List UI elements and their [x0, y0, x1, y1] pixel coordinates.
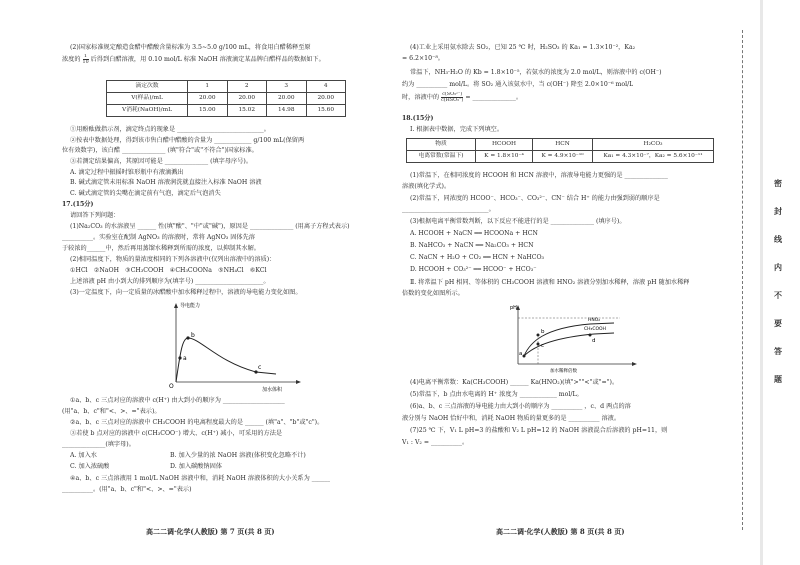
text: V₁ : V₂ =	[402, 439, 430, 446]
text: 中，然后再用蒸馏水稀释到所需的浓度，以抑制其水解。	[105, 245, 260, 252]
q18-option-a: A. HCOOH + NaCN ══ HCOONa + HCN	[410, 230, 538, 237]
label-c: c	[541, 343, 545, 349]
y-axis-arrow	[174, 303, 178, 308]
point-b	[186, 336, 189, 339]
q17-3: (3)一定温度下，向一定质量的冰醋酸中加水稀释过程中，溶液的导电能力变化如图。	[70, 289, 302, 296]
text: mol/L。	[558, 391, 583, 398]
label-a: a	[183, 355, 187, 362]
table-cell: Ka₁ = 4.3×10⁻⁷，Ka₂ = 5.6×10⁻¹¹	[593, 151, 714, 163]
series-label-ch3cooh: CH₃COOH	[584, 327, 606, 332]
series-label-hno2: HNO₂	[588, 318, 601, 323]
y-axis-label: pH	[510, 305, 517, 311]
label-c: c	[258, 364, 262, 371]
ionization-table	[406, 138, 714, 163]
seal-char: 密	[774, 178, 782, 188]
seal-dashed-line	[742, 30, 743, 530]
text: 上述溶液 pH 由小到大的排列顺序为(填字号)	[70, 278, 194, 285]
table-cell: HCN	[533, 139, 593, 151]
q16-2-line2a: 浓度的	[62, 56, 81, 63]
table-row	[107, 93, 346, 105]
table-header-row	[107, 81, 346, 93]
table-cell: 20.00	[267, 93, 307, 105]
table-row	[407, 151, 714, 163]
q18-2: (2)常温下，同浓度的 HCOO⁻、HCO₃⁻、CO₃²⁻、CN⁻ 结合 H⁺ 的能力由强到弱的顺序是	[410, 195, 660, 202]
text: 。(用"a、b、c"和"<、>、="表示)	[92, 486, 192, 493]
label-b: b	[191, 332, 195, 339]
label-d: d	[592, 338, 596, 344]
left-page-footer: 高二二调·化学(人教版) 第 7 页(共 8 页)	[146, 527, 275, 536]
table-cell: 20.00	[227, 93, 267, 105]
q17-option-c: C. 加入浓硫酸	[70, 463, 110, 470]
text: (用离子方程式表示)	[295, 223, 350, 230]
text: 性(填"酸"、"中"或"碱")，原因是	[158, 223, 249, 230]
table-cell: 1	[188, 81, 228, 93]
x-axis-label: 加水体积	[262, 387, 283, 393]
text: Ka(HNO₂)(填">""<"或"=")。	[530, 379, 619, 386]
text: 液分别与 NaOH 恰好中和，消耗 NaOH 物质的量更多的是	[402, 415, 567, 422]
q17-1-cont2: 于较浓的______中，然后再用蒸馏水稀释到所需的浓度，以抑制其水解。	[62, 245, 260, 252]
x-axis-arrow	[296, 380, 301, 384]
q17-3-a: ①a、b、c 三点对应的溶液中 c(H⁺) 由大到小的顺序为 ____________________	[70, 397, 285, 404]
q18-part-ii-1: Ⅱ. 将常温下 pH 相同、等体积的 CH₃COOH 溶液和 HNO₂ 溶液分别加水稀释，溶液 pH 随加水稀释	[410, 279, 690, 286]
x-axis-arrow	[632, 362, 637, 366]
table-cell: 15.00	[188, 105, 228, 117]
ph-dilution-graph	[510, 304, 640, 374]
table-header-row	[407, 139, 714, 151]
q18-7b: V₁ : V₂ = __________。	[402, 439, 469, 446]
q16-2-line2b: 后得到白醋溶液，用 0.10 mol/L 标准 NaOH 溶液滴定某品牌白醋样品的数据如下。	[90, 56, 325, 63]
conductivity-curve	[176, 338, 276, 382]
seal-char: 要	[774, 318, 782, 328]
q18-6c: 液分别与 NaOH 恰好中和，消耗 NaOH 物质的量更多的是 __________ 溶液。	[402, 415, 621, 422]
table-cell: 滴定次数	[107, 81, 188, 93]
frac-num: c(SO₃²⁻)	[442, 92, 463, 97]
text: ③若使 b 点对应的溶液中 c(CH₃COO⁻) 增大、c(H⁺) 减小，可采用的方法是	[70, 430, 283, 437]
q18-4: (4)电离平衡常数：Ka(CH₃COOH) ______ Ka(HNO₂)(填">""<"或"=")。	[410, 379, 619, 386]
text: (1)常温下，在相同浓度的 HCOOH 和 HCN 溶液中，溶液导电能力更强的是	[410, 172, 623, 179]
point-b	[537, 334, 540, 337]
q16-option-a: A. 滴定过程中振摇时锥形瓶中有液滴溅出	[70, 169, 184, 176]
seal-char: 内	[774, 262, 782, 272]
q4-line1: (4)工业上采用氨水除去 SO₂，已知 25 ℃ 时，H₂SO₃ 的 Ka₁ = 1.3×10⁻²，Ka₂	[410, 44, 636, 51]
table-cell: 15.60	[306, 105, 346, 117]
table-cell: 物质	[407, 139, 476, 151]
text: ①用酚酞做指示剂，滴定终点的现象是	[70, 126, 176, 133]
seal-char: 线	[774, 234, 782, 244]
point-a	[178, 356, 181, 359]
text: (6)a、b、c 三点溶液的导电能力由大到小的顺序为	[410, 403, 550, 410]
text: ，c、d 两点的溶	[584, 403, 631, 410]
table-cell: HCOOH	[476, 139, 533, 151]
q17-3-a2: (用"a、b、c"和"<、>、="表示)。	[62, 408, 161, 415]
text: (填字母序号)。	[210, 158, 253, 165]
text: =	[465, 94, 471, 101]
text: 于较浓的	[62, 245, 87, 252]
text: (5)常温下，b 点由水电离的 H⁺ 浓度为	[410, 391, 518, 398]
table-cell: 3	[267, 81, 307, 93]
table-cell: K = 4.9×10⁻¹⁰	[533, 151, 593, 163]
q17-1: (1)Na₂CO₃ 的水溶液呈 ______ 性(填"酸"、"中"或"碱")，原因是 ______________ (用离子方程式表示)	[70, 223, 350, 230]
q17-2-order: 上述溶液 pH 由小到大的排列顺序为(填字号) ______________________。	[70, 278, 270, 285]
conductivity-graph	[166, 300, 306, 394]
origin-label: O	[169, 383, 174, 390]
table-cell: 电离常数(常温下)	[407, 151, 476, 163]
table-cell: 2	[227, 81, 267, 93]
table-row	[107, 105, 346, 117]
text: (填"a"、"b"或"c")。	[265, 419, 324, 426]
y-axis-label: 导电能力	[180, 303, 201, 309]
q18-option-b: B. NaHCO₃ + NaCN ══ Na₂CO₃ + HCN	[410, 242, 534, 249]
q4-line5: 时，溶液中的 $\frac{\text{c(SO₃²⁻)}}{\text{c(HSO₃⁻)}}$ = ______________。	[402, 92, 523, 103]
q18-1b: 溶液(填化学式)。	[402, 183, 451, 190]
text: g/100 mL(保留两	[253, 137, 305, 144]
q17-option-b: B. 加入少量的浓 NaOH 溶液(体积变化忽略不计)	[170, 452, 306, 459]
table-cell: 20.00	[306, 93, 346, 105]
q16-2-b2: 位有效数字)，该白醋 ______________ (填"符合"或"不符合")国家标准。	[62, 147, 258, 154]
q17-2-list: ①HCl ②NaOH ③CH₃COOH ④CH₃COONa ⑤NH₄Cl ⑥KCl	[70, 267, 267, 274]
q17-1-cont: __________。实验室在配制 AgNO₃ 的溶液时，常将 AgNO₃ 固体先溶	[62, 234, 255, 241]
frac-num: 1	[84, 54, 88, 59]
text: 位有效数字)，该白醋	[62, 147, 121, 154]
table-cell: 14.98	[267, 105, 307, 117]
seal-char: 不	[774, 290, 782, 300]
q16-option-b: B. 碱式滴定管未用标准 NaOH 溶液润洗就直接注入标准 NaOH 溶液	[70, 179, 262, 186]
q16-2-b: ②按表中数据处理，得到该市售白醋中醋酸的含量为 ____________ g/100 mL(保留两	[70, 137, 305, 144]
point-a	[523, 355, 526, 358]
text: ①a、b、c 三点对应的溶液中 c(H⁺) 由大到小的顺序为	[70, 397, 221, 404]
q17-3-d: ④a、b、c 三点溶液用 1 mol/L NaOH 溶液中和，消耗 NaOH 溶液体积的大小关系为 ______	[70, 475, 331, 482]
text: (1)Na₂CO₃ 的水溶液呈	[70, 223, 136, 230]
q4-line3: 常温下，NH₃·H₂O 的 Kb = 1.8×10⁻⁵，若氨水的浓度为 2.0 mol/L，则溶液中的 c(OH⁻)	[410, 69, 662, 76]
q18-option-c: C. NaCN + H₂O + CO₂ ══ HCN + NaHCO₃	[410, 254, 545, 261]
frac-den: c(HSO₃⁻)	[441, 98, 464, 103]
q17-option-a: A. 加入水	[70, 452, 97, 459]
q16-2-a: ①用酚酞做指示剂，滴定终点的现象是 ____________________________。	[70, 126, 270, 133]
point-c	[537, 343, 540, 346]
q18-part-i: Ⅰ. 根据表中数据，完成下列填空。	[410, 126, 504, 133]
seal-char: 答	[774, 346, 782, 356]
text: (3)根据电离平衡常数判断，以下反应不能进行的是	[410, 218, 549, 225]
table-cell: 15.02	[227, 105, 267, 117]
text: (填序号)。	[595, 218, 626, 225]
seal-char: 题	[774, 374, 782, 384]
q17-3-c2: ______________(填字母)。	[62, 441, 135, 448]
text: 。	[461, 439, 469, 446]
fraction	[441, 92, 463, 103]
point-d	[589, 334, 592, 337]
q18-1: (1)常温下，在相同浓度的 HCOOH 和 HCN 溶液中，溶液导电能力更强的是 ______________	[410, 172, 668, 179]
text: ②按表中数据处理，得到该市售白醋中醋酸的含量为	[70, 137, 213, 144]
text: ④a、b、c 三点溶液用 1 mol/L NaOH 溶液中和，消耗 NaOH 溶液体积的大小关系为	[70, 475, 310, 482]
binding-margin	[760, 0, 763, 565]
q18-2-blank: ____________________________。	[402, 206, 495, 213]
q17-3-d2: __________。(用"a、b、c"和"<、>、="表示)	[62, 486, 192, 493]
q18-option-d: D. HCOOH + CO₃²⁻ ══ HCOO⁻ + HCO₃⁻	[410, 266, 537, 273]
text: (填"符合"或"不符合")国家标准。	[167, 147, 258, 154]
table-cell: V消耗(NaOH)/mL	[107, 105, 188, 117]
q18-part-ii-2: 倍数的变化如图所示。	[402, 290, 464, 297]
q4-line4: 约为 __________ mol/L。将 SO₂ 通入该氨水中，当 c(OH⁻) 降至 2.0×10⁻⁶ mol/L	[402, 81, 634, 88]
text: 溶液。	[601, 415, 621, 422]
q18-title: 18.(15分)	[402, 115, 434, 122]
q16-2-line2	[62, 54, 325, 65]
text: (4)电离平衡常数：Ka(CH₃COOH)	[410, 379, 509, 386]
x-axis-label: 加水稀释倍数	[550, 369, 577, 374]
table-cell: H₂CO₃	[593, 139, 714, 151]
text: 时，溶液中的	[402, 94, 440, 101]
table-cell: K = 1.8×10⁻⁴	[476, 151, 533, 163]
seal-char: 封	[774, 206, 782, 216]
q17-intro: 请回答下列问题：	[70, 212, 120, 219]
q18-3: (3)根据电离平衡常数判断，以下反应不能进行的是 ______________ (填序号)。	[410, 218, 626, 225]
q18-5: (5)常温下，b 点由水电离的 H⁺ 浓度为 ____________ mol/L。	[410, 391, 583, 398]
table-cell: 4	[306, 81, 346, 93]
label-a: a	[519, 351, 523, 357]
text: 。实验室在配制 AgNO₃ 的溶液时，常将 AgNO₃ 固体先溶	[92, 234, 255, 241]
table-cell: V(样品)/mL	[107, 93, 188, 105]
q17-2: (2)相同温度下，物质的量浓度相同的下列各溶液中(仅列出溶液中的溶质)：	[70, 256, 276, 263]
q16-2-c: ③若测定结果偏高，其原因可能是 ______________ (填字母序号)。	[70, 158, 253, 165]
q4-line2: = 6.2×10⁻⁸。	[402, 55, 444, 62]
text: 约为	[402, 81, 415, 88]
text: mol/L。将 SO₂ 通入该氨水中，当 c(OH⁻) 降至 2.0×10⁻⁶ mol/L	[449, 81, 634, 88]
right-page-footer: 高二二调·化学(人教版) 第 8 页(共 8 页)	[496, 527, 625, 536]
frac-den: 10	[82, 60, 89, 65]
q17-3-c	[70, 429, 282, 439]
fraction	[83, 54, 89, 65]
q17-option-d: D. 加入碳酸钠固体	[170, 463, 222, 470]
q17-3-b: ②a、b、c 三点对应的溶液中 CH₃COOH 的电离程度最大的是 ______ (填"a"、"b"或"c")。	[70, 419, 324, 426]
table-cell: 20.00	[188, 93, 228, 105]
label-b: b	[541, 329, 545, 335]
text: ②a、b、c 三点对应的溶液中 CH₃COOH 的电离程度最大的是	[70, 419, 244, 426]
q18-7: (7)25 ℃ 下，V₁ L pH=3 的盐酸和 V₂ L pH=12 的 NaOH 溶液混合后溶液的 pH=11，则	[410, 427, 668, 434]
text: (填字母)。	[105, 441, 135, 448]
q18-6: (6)a、b、c 三点溶液的导电能力由大到小的顺序为 __________ ，c、d 两点的溶	[410, 403, 631, 410]
titration-table	[106, 80, 346, 117]
q17-title: 17.(15分)	[62, 201, 94, 208]
q16-2-line1: (2)国家标准规定酿造食醋中醋酸含量标准为 3.5~5.0 g/100 mL，将食用白醋稀释至原	[70, 44, 311, 51]
text: ③若测定结果偏高，其原因可能是	[70, 158, 163, 165]
q16-option-c: C. 碱式滴定管的尖嘴在滴定前有气泡，滴定后气泡消失	[70, 190, 221, 197]
